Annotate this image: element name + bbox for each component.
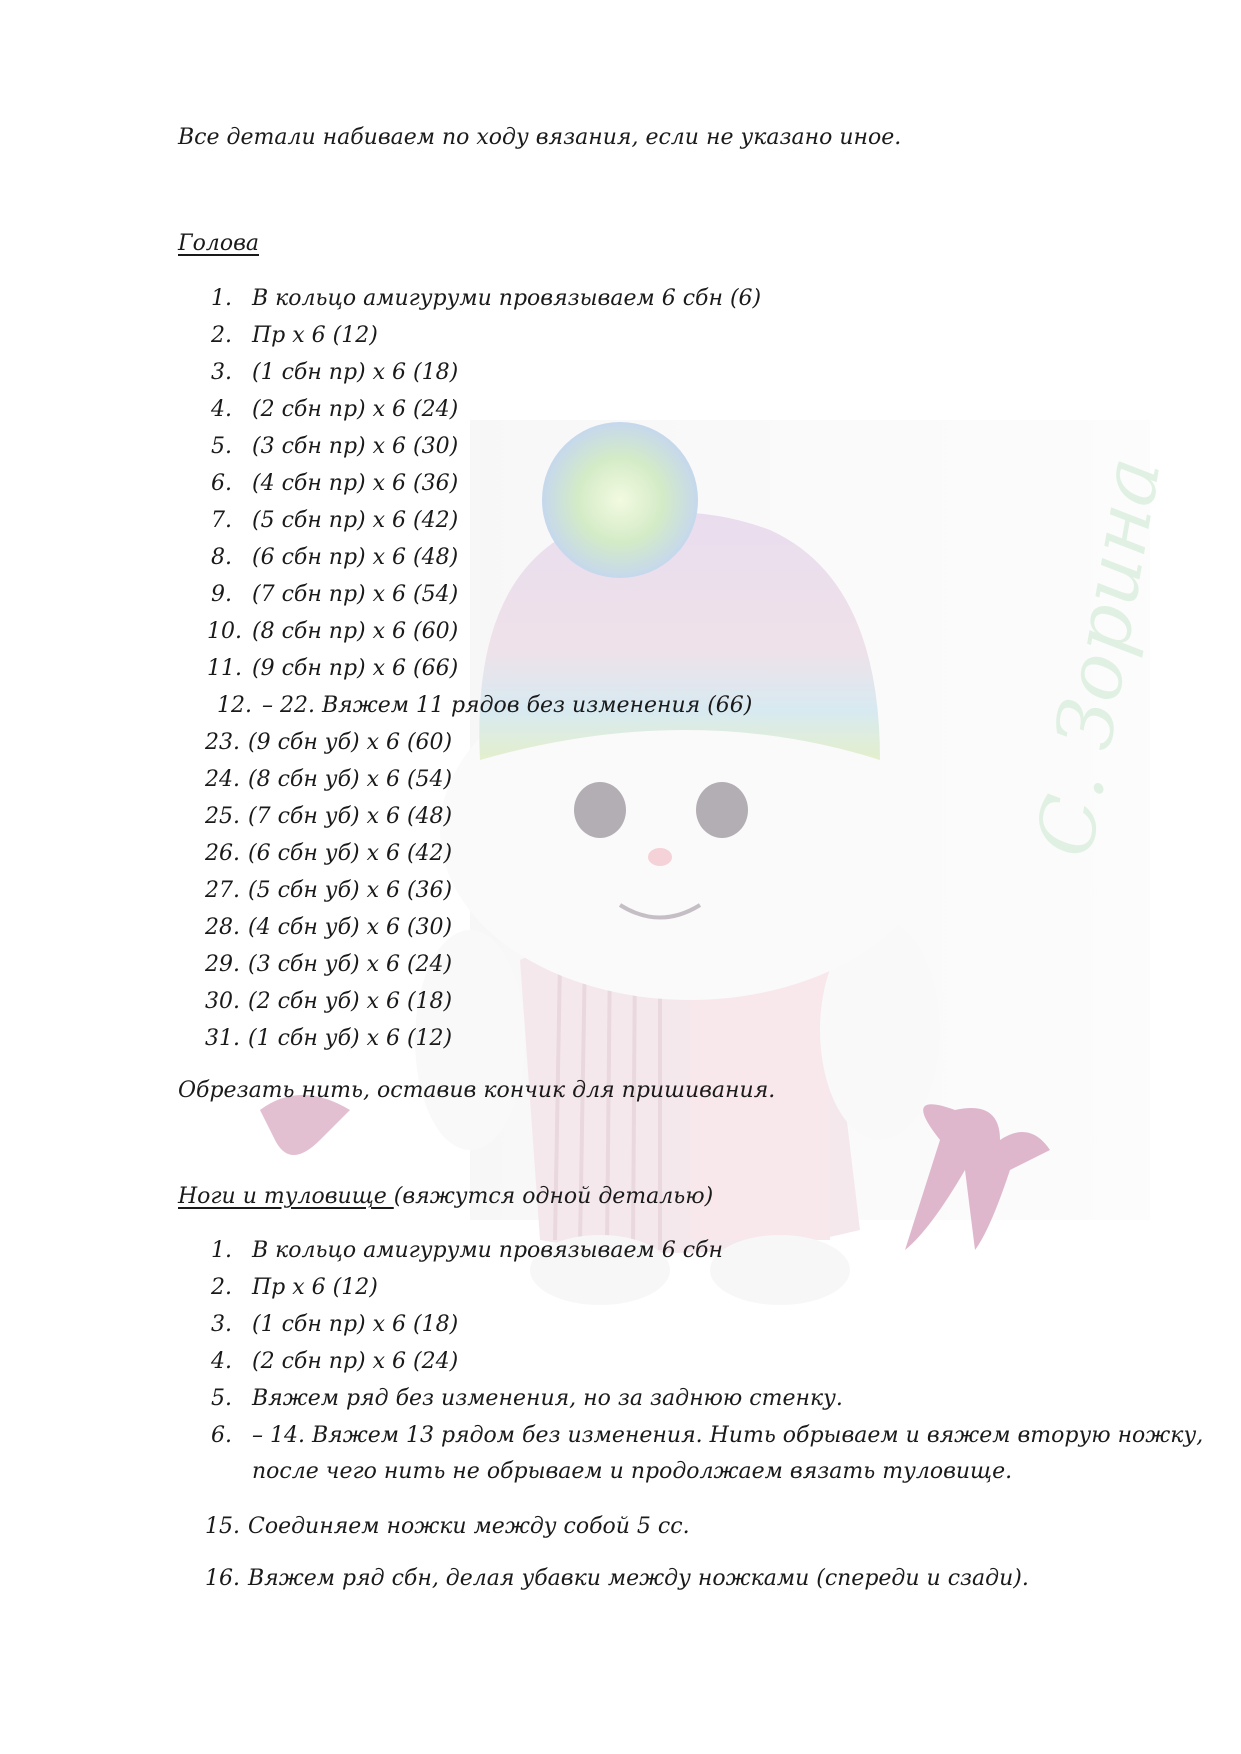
row-text: В кольцо амигуруми провязываем 6 сбн (6) bbox=[252, 286, 762, 311]
row-text: (3 сбн уб) х 6 (24) bbox=[248, 952, 453, 977]
row-number: 4. bbox=[211, 397, 232, 422]
row-text: (2 сбн уб) х 6 (18) bbox=[248, 989, 453, 1014]
row-text: – 22. Вяжем 11 рядов без изменения (66) bbox=[262, 693, 753, 718]
row-number: 31. bbox=[205, 1026, 240, 1051]
row-text: (2 сбн пр) х 6 (24) bbox=[252, 397, 459, 422]
row-number: 12. bbox=[217, 693, 252, 718]
section-title-legs bbox=[178, 1183, 713, 1211]
row-number: 1. bbox=[211, 286, 232, 311]
row-number: 25. bbox=[205, 804, 240, 829]
row-text: Пр х 6 (12) bbox=[252, 1275, 378, 1300]
row-text: Вяжем ряд сбн, делая убавки между ножками (спереди и сзади). bbox=[248, 1566, 1029, 1591]
row-number: 6. bbox=[211, 471, 232, 496]
row-text: (8 сбн пр) х 6 (60) bbox=[252, 619, 459, 644]
row-text: Пр х 6 (12) bbox=[252, 323, 378, 348]
row-number: 26. bbox=[205, 841, 240, 866]
row-number: 5. bbox=[211, 434, 232, 459]
row-text: (1 сбн пр) х 6 (18) bbox=[252, 360, 459, 385]
head-finish-note: Обрезать нить, оставив кончик для пришивания. bbox=[178, 1078, 776, 1103]
row-text: (2 сбн пр) х 6 (24) bbox=[252, 1349, 459, 1374]
row-text: (9 сбн пр) х 6 (66) bbox=[252, 656, 459, 681]
row-number: 27. bbox=[205, 878, 240, 903]
row-number: 9. bbox=[211, 582, 232, 607]
row-number: 3. bbox=[211, 360, 232, 385]
section-title-legs-main: Ноги и туловище bbox=[178, 1184, 394, 1209]
row-number: 16. bbox=[205, 1566, 240, 1591]
row-text: (5 сбн пр) х 6 (42) bbox=[252, 508, 459, 533]
section-title-legs-sub: (вяжутся одной деталью) bbox=[393, 1184, 714, 1209]
section-title-head: Голова bbox=[178, 231, 259, 256]
row-text: (1 сбн пр) х 6 (18) bbox=[252, 1312, 459, 1337]
row-number: 2. bbox=[211, 323, 232, 348]
row-number: 4. bbox=[211, 1349, 232, 1374]
row-number: 5. bbox=[211, 1386, 232, 1411]
row-text: Соединяем ножки между собой 5 сс. bbox=[248, 1514, 690, 1539]
row-number: 3. bbox=[211, 1312, 232, 1337]
row-text: (3 сбн пр) х 6 (30) bbox=[252, 434, 459, 459]
row-number: 28. bbox=[205, 915, 240, 940]
row-text: (9 сбн уб) х 6 (60) bbox=[248, 730, 453, 755]
row-number: 23. bbox=[205, 730, 240, 755]
row-text: (8 сбн уб) х 6 (54) bbox=[248, 767, 453, 792]
row-number: 29. bbox=[205, 952, 240, 977]
row-number: 10. bbox=[207, 619, 242, 644]
row-number: 24. bbox=[205, 767, 240, 792]
row-number: 6. bbox=[211, 1423, 232, 1448]
row-text: В кольцо амигуруми провязываем 6 сбн bbox=[252, 1238, 723, 1263]
row-text: (6 сбн пр) х 6 (48) bbox=[252, 545, 459, 570]
row-number: 15. bbox=[205, 1514, 240, 1539]
row-number: 11. bbox=[207, 656, 242, 681]
row-number: 8. bbox=[211, 545, 232, 570]
row-text: (6 сбн уб) х 6 (42) bbox=[248, 841, 453, 866]
row-text: (4 сбн уб) х 6 (30) bbox=[248, 915, 453, 940]
row-text: (1 сбн уб) х 6 (12) bbox=[248, 1026, 453, 1051]
row-number: 30. bbox=[205, 989, 240, 1014]
row-text: – 14. Вяжем 13 рядом без изменения. Нить обрываем и вяжем вторую ножку, bbox=[252, 1423, 1204, 1448]
intro-text: Все детали набиваем по ходу вязания, если не указано иное. bbox=[178, 125, 902, 150]
row-text: (4 сбн пр) х 6 (36) bbox=[252, 471, 459, 496]
row-number: 7. bbox=[211, 508, 232, 533]
row-text: (7 сбн пр) х 6 (54) bbox=[252, 582, 459, 607]
row-text: (7 сбн уб) х 6 (48) bbox=[248, 804, 453, 829]
row-text-continued: после чего нить не обрываем и продолжаем вязать туловище. bbox=[252, 1459, 1013, 1484]
row-text: Вяжем ряд без изменения, но за заднюю стенку. bbox=[252, 1386, 843, 1411]
watermark-signature: С. Зорина bbox=[1020, 450, 1179, 864]
row-text: (5 сбн уб) х 6 (36) bbox=[248, 878, 453, 903]
row-number: 2. bbox=[211, 1275, 232, 1300]
row-number: 1. bbox=[211, 1238, 232, 1263]
